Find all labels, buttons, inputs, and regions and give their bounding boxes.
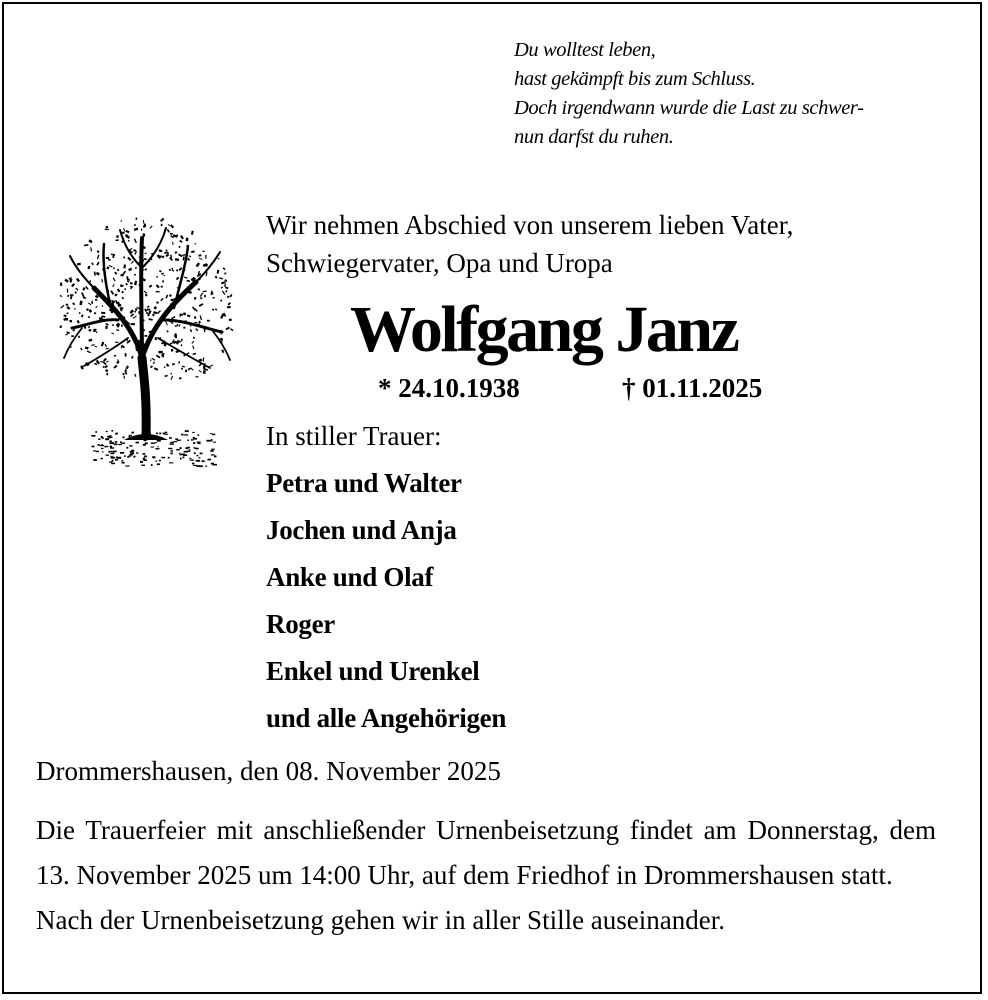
mourner-name: und alle Angehörigen: [266, 703, 507, 733]
death-date: † 01.11.2025: [622, 373, 763, 403]
deceased-name: Wolfgang Janz: [350, 293, 738, 366]
poem-line: Du wolltest leben,: [514, 39, 656, 61]
mourner-name: Roger: [266, 609, 335, 639]
poem: [514, 36, 964, 152]
poem-line: hast gekämpft bis zum Schluss.: [514, 68, 756, 90]
birth-date: * 24.10.1938: [378, 373, 520, 403]
mourner-name: Jochen und Anja: [266, 515, 457, 545]
poem-line: Doch irgendwann wurde die Last zu schwer-: [514, 97, 864, 119]
farewell-intro: [266, 206, 966, 282]
mourning-label: In stiller Trauer:: [266, 421, 442, 451]
mourners-list: [266, 460, 866, 742]
intro-line-2: Schwiegervater, Opa und Uropa: [266, 248, 613, 278]
place-and-date: Drommershausen, den 08. November 2025: [36, 756, 501, 786]
intro-line-1: Wir nehmen Abschied von unserem lieben Vater,: [266, 210, 794, 240]
tree-icon: [54, 208, 244, 478]
mourner-name: Anke und Olaf: [266, 562, 434, 592]
poem-line: nun darfst du ruhen.: [514, 126, 674, 148]
funeral-info: [36, 808, 936, 943]
funeral-closing: Nach der Urnenbeisetzung gehen wir in aller Stille auseinander.: [36, 905, 726, 935]
mourner-name: Enkel und Urenkel: [266, 656, 480, 686]
funeral-info-paragraph: Die Trauerfeier mit anschließender Urnenbeisetzung findet am Donnerstag, dem 13. November 2025 um 14:00 Uhr, auf dem Friedhof in Drommershausen statt.: [36, 815, 936, 890]
mourner-name: Petra und Walter: [266, 468, 462, 498]
